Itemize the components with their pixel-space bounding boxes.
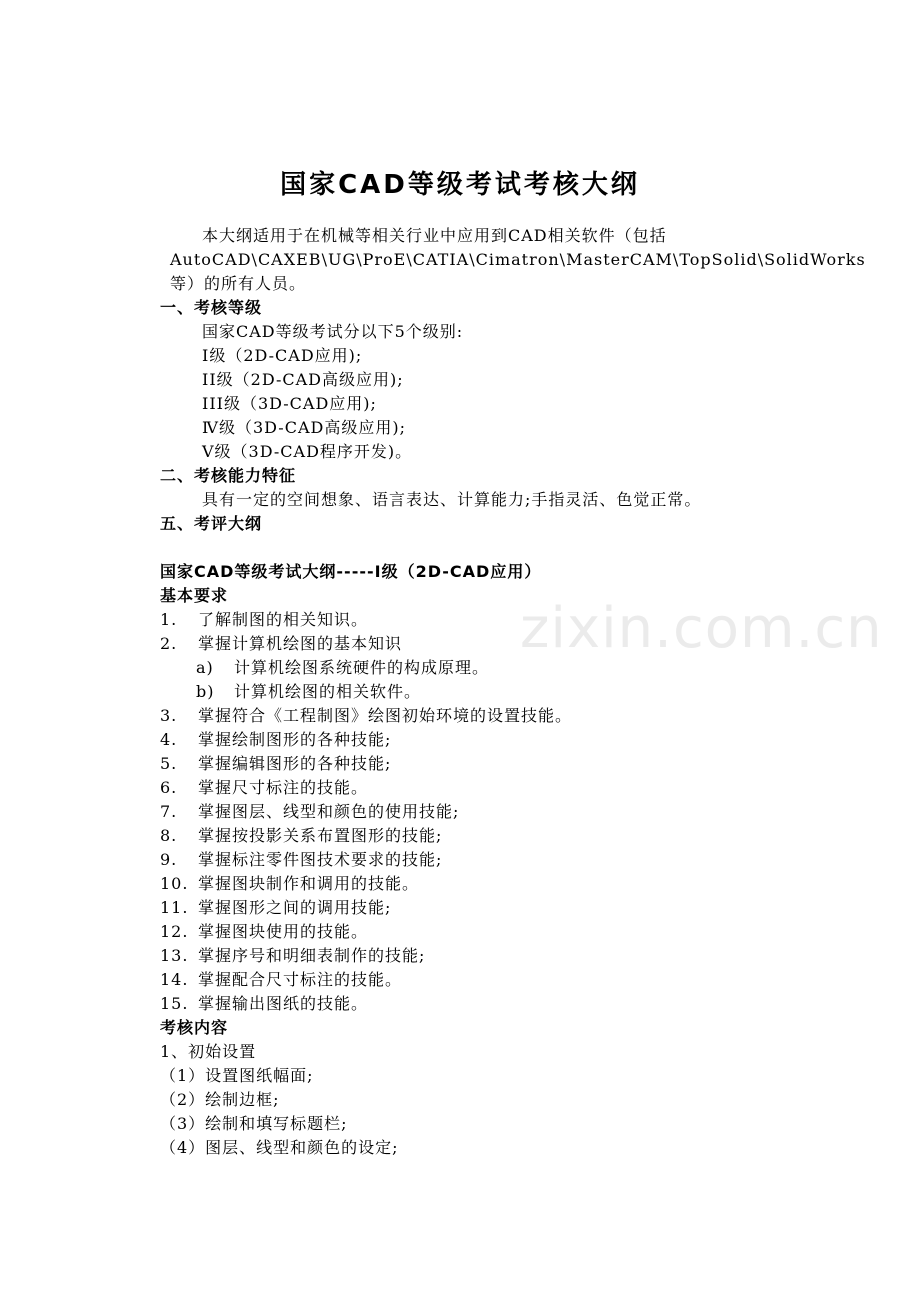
- list-subitem: a) 计算机绘图系统硬件的构成原理。: [196, 658, 490, 677]
- level-item: ⅠⅠ级（2D-CAD高级应用);: [202, 370, 404, 389]
- list-item: 6. 掌握尺寸标注的技能。: [160, 778, 369, 797]
- level-item: ⅠⅠⅠ级（3D-CAD应用);: [202, 394, 377, 413]
- list-item: 15. 掌握输出图纸的技能。: [160, 994, 369, 1013]
- section1-lead: 国家CAD等级考试分以下5个级别:: [202, 322, 464, 341]
- content-item: （1）设置图纸幅面;: [160, 1066, 314, 1085]
- list-item: 4. 掌握绘制图形的各种技能;: [160, 730, 392, 749]
- list-item: 5. 掌握编辑图形的各种技能;: [160, 754, 392, 773]
- level-item: Ⅳ级（3D-CAD高级应用);: [202, 418, 406, 437]
- list-subitem: b) 计算机绘图的相关软件。: [196, 682, 422, 701]
- list-item: 10. 掌握图块制作和调用的技能。: [160, 874, 420, 893]
- content-subheading: 1、初始设置: [160, 1042, 257, 1061]
- level-item: Ⅰ级（2D-CAD应用);: [202, 346, 363, 365]
- outline-heading: 国家CAD等级考试大纲-----Ⅰ级（2D-CAD应用）: [160, 562, 542, 581]
- content-item: （2）绘制边框;: [160, 1090, 280, 1109]
- content-item: （3）绘制和填写标题栏;: [160, 1114, 348, 1133]
- list-item: 13. 掌握序号和明细表制作的技能;: [160, 946, 426, 965]
- list-item: 11. 掌握图形之间的调用技能;: [160, 898, 392, 917]
- list-item: 7. 掌握图层、线型和颜色的使用技能;: [160, 802, 460, 821]
- page-title: 国家CAD等级考试考核大纲: [280, 170, 640, 200]
- list-item: 12. 掌握图块使用的技能。: [160, 922, 369, 941]
- basic-requirements-heading: 基本要求: [160, 586, 229, 605]
- section1-heading: 一、考核等级: [160, 298, 263, 317]
- list-item: 1. 了解制图的相关知识。: [160, 610, 369, 629]
- watermark: zixin.com.cn: [520, 596, 883, 661]
- list-item: 14. 掌握配合尺寸标注的技能。: [160, 970, 403, 989]
- intro-paragraph: 本大纲适用于在机械等相关行业中应用到CAD相关软件（包括AutoCAD\CAXEB\UG\ProE\CATIA\Cimatron\MasterCAM\TopSolid\SolidWorks等）的所有人员。: [170, 226, 866, 293]
- section2-text: 具有一定的空间想象、语言表达、计算能力;手指灵活、色觉正常。: [202, 490, 702, 509]
- list-item: 8. 掌握按投影关系布置图形的技能;: [160, 826, 443, 845]
- content-item: （4）图层、线型和颜色的设定;: [160, 1138, 399, 1157]
- section5-heading: 五、考评大纲: [160, 514, 263, 533]
- level-item: Ⅴ级（3D-CAD程序开发)。: [202, 442, 413, 461]
- list-item: 2. 掌握计算机绘图的基本知识: [160, 634, 403, 653]
- list-item: 3. 掌握符合《工程制图》绘图初始环境的设置技能。: [160, 706, 573, 725]
- content-heading: 考核内容: [160, 1018, 229, 1037]
- list-item: 9. 掌握标注零件图技术要求的技能;: [160, 850, 443, 869]
- section2-heading: 二、考核能力特征: [160, 466, 297, 485]
